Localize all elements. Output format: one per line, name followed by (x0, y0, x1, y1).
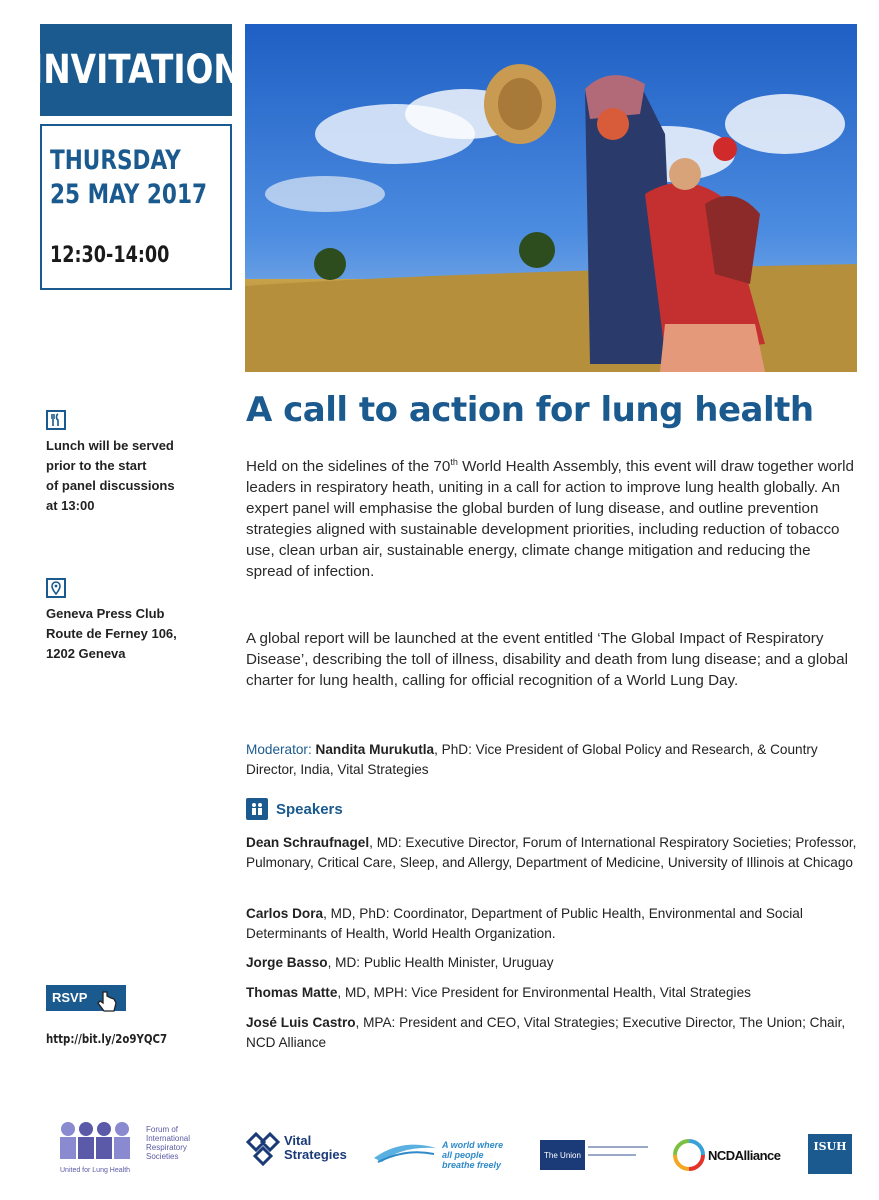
partner-logos (0, 1110, 879, 1190)
cutlery-icon (46, 410, 66, 430)
speaker-item (246, 953, 858, 973)
lunch-info (46, 410, 216, 516)
tagline-line: A world where (442, 1140, 504, 1150)
vital-strategies-logo (246, 1132, 361, 1172)
intro-text-b: World Health Assembly, this event will draw together world leaders in respiratory heath, uniting in a call for action to improve lung health globally. An expert panel will emphasise the global burden of lung disease, and outline prevention strategies aligned with sustainable development priorities, including reduction of tobacco use, clean urban air, sustainable energy, climate change mitigation and reducing the spread of infection. (246, 458, 855, 580)
tagline-line: breathe freely (442, 1160, 502, 1170)
lunch-line: at 13:00 (46, 498, 95, 513)
world-tagline (442, 1140, 503, 1170)
event-day: THURSDAY (50, 145, 181, 176)
speaker-name: Carlos Dora (246, 906, 324, 921)
firs-text-line: Forum of (146, 1125, 179, 1134)
speaker-name: Thomas Matte (246, 985, 338, 1000)
venue-line: 1202 Geneva (46, 646, 126, 661)
ncd-alliance-icon (672, 1138, 706, 1172)
moderator (246, 740, 858, 780)
rsvp-link[interactable]: http://bit.ly/2o9YQC7 (46, 1032, 168, 1046)
moderator-name: Nandita Murukutla (315, 742, 435, 757)
invitation-label: INVITATION (31, 47, 241, 93)
intro-text-a: Held on the sidelines of the 70 (246, 458, 451, 475)
lunch-line: of panel discussions (46, 478, 175, 493)
venue-info (46, 578, 216, 664)
speaker-role: , MD: Public Health Minister, Uruguay (327, 955, 554, 970)
people-icon (246, 798, 268, 820)
location-pin-icon (46, 578, 66, 598)
speakers-label: Speakers (276, 800, 343, 818)
strategies-text: Strategies (284, 1147, 347, 1162)
union-text: The Union (544, 1150, 581, 1160)
speaker-item (246, 1013, 858, 1053)
firs-logo (56, 1115, 206, 1180)
ordinal-suffix: th (450, 456, 458, 467)
report-paragraph: A global report will be launched at the event entitled ‘The Global Impact of Respiratory Disease’, describing the toll of illness, disability and death from lung disease; and a global charter for lung health, calling for official recognition of a World Lung Day. (246, 630, 848, 689)
event-date: 25 MAY 2017 (50, 179, 208, 210)
event-time: 12:30-14:00 (50, 243, 170, 268)
ncd-alliance-text: NCDAlliance (708, 1148, 781, 1163)
date-box (40, 124, 232, 290)
union-rule (588, 1154, 636, 1156)
hand-cursor-icon (96, 990, 118, 1019)
vital-text: Vital (284, 1133, 312, 1148)
breath-swoosh-logo (372, 1138, 438, 1166)
union-rule (588, 1146, 648, 1148)
speaker-role: , MPA: President and CEO, Vital Strategies; Executive Director, The Union; Chair, NCD Alliance (246, 1015, 846, 1050)
rsvp-button[interactable]: RSVP (46, 985, 126, 1011)
speaker-role: , MD, MPH: Vice President for Environmental Health, Vital Strategies (337, 985, 751, 1000)
speaker-name: Jorge Basso (246, 955, 328, 970)
speaker-name: Dean Schraufnagel (246, 835, 370, 850)
the-union-logo (540, 1140, 585, 1170)
moderator-label: Moderator: (246, 742, 312, 757)
speaker-role: , MD: Executive Director, Forum of International Respiratory Societies; Professor, Pulmonary, Critical Care, Sleep, and Allergy, Department of Medicine, University of Illinois at Chicago (246, 835, 857, 870)
isuh-logo (808, 1134, 852, 1174)
speaker-role: , MD, PhD: Coordinator, Department of Public Health, Environmental and Social Determinants of Health, World Health Organization. (246, 906, 803, 941)
lunch-line: Lunch will be served (46, 438, 174, 453)
lunch-line: prior to the start (46, 458, 147, 473)
speakers-heading (246, 798, 343, 820)
firs-text-line: Respiratory (146, 1143, 187, 1152)
firs-text-line: Societies (146, 1152, 179, 1161)
speaker-item (246, 904, 858, 944)
page-title: A call to action for lung health (246, 390, 814, 430)
hero-photo (245, 24, 857, 372)
firs-text-line: International (146, 1134, 191, 1143)
tagline-line: all people (442, 1150, 484, 1160)
firs-tagline: United for Lung Health (60, 1167, 131, 1174)
speaker-name: José Luis Castro (246, 1015, 356, 1030)
isuh-text: ISUH (813, 1140, 847, 1153)
speaker-item (246, 833, 858, 873)
moderator-role: , PhD: Vice President of Global Policy and Research, & Country Director, India, Vital Strategies (246, 742, 818, 777)
invitation-banner (31, 24, 241, 116)
venue-line: Route de Ferney 106, (46, 626, 177, 641)
intro-paragraph (246, 456, 858, 582)
venue-line: Geneva Press Club (46, 606, 165, 621)
speaker-item (246, 983, 858, 1003)
